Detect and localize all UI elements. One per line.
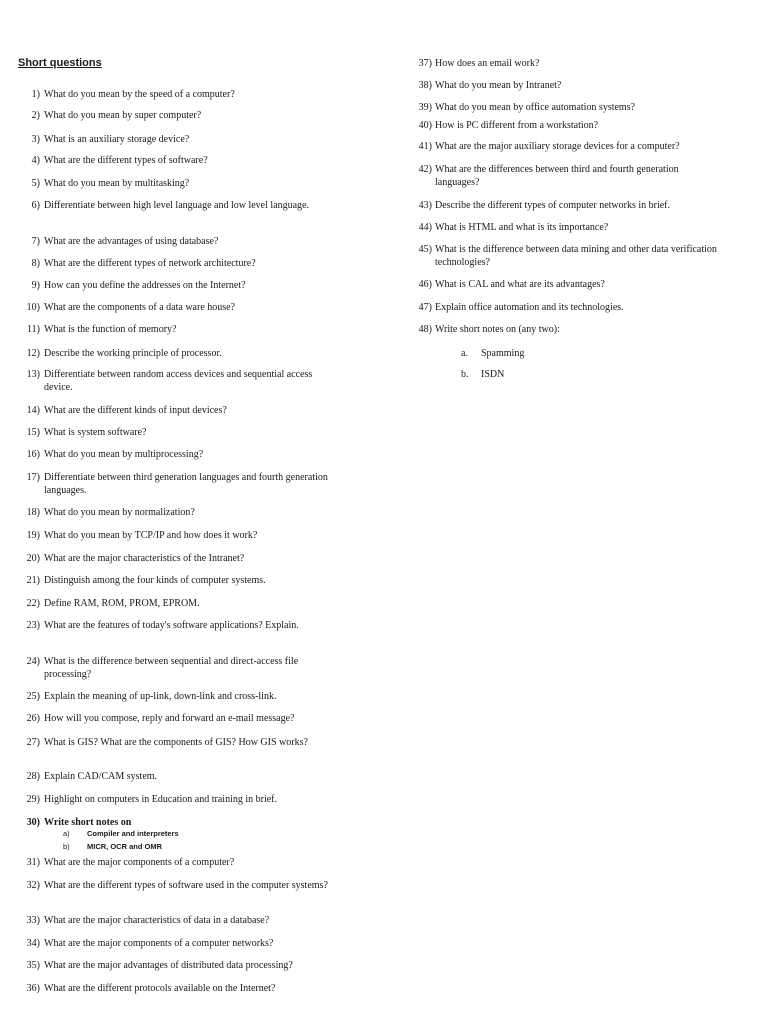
- sub-item-label: b): [63, 842, 70, 851]
- question-number: 18): [26, 507, 40, 518]
- sub-item-text: ISDN: [481, 369, 505, 380]
- question-text: What are the different types of software used in the computer systems?: [44, 880, 328, 891]
- question-number: 39): [418, 102, 432, 113]
- question-text: How can you define the addresses on the Internet?: [44, 280, 246, 291]
- question-number: 20): [26, 553, 40, 564]
- question-text: What is CAL and what are its advantages?: [435, 279, 605, 290]
- question-number: 14): [26, 405, 40, 416]
- question-number: 7): [31, 236, 40, 247]
- question-text: What do you mean by multiprocessing?: [44, 449, 204, 460]
- question-text: What do you mean by multitasking?: [44, 178, 190, 189]
- question-number: 22): [26, 598, 40, 609]
- sub-item-text: Compiler and interpreters: [87, 829, 179, 838]
- question-number: 12): [26, 348, 40, 359]
- question-number: 44): [418, 222, 432, 233]
- question-text: What do you mean by office automation systems?: [435, 102, 636, 113]
- question-number: 36): [26, 983, 40, 994]
- question-text: What are the different types of network architecture?: [44, 258, 256, 269]
- question-text: Explain office automation and its technologies.: [435, 302, 624, 313]
- question-text: What do you mean by normalization?: [44, 507, 195, 518]
- question-text: What are the different protocols available on the Internet?: [44, 983, 276, 994]
- question-text: What are the major advantages of distributed data processing?: [44, 960, 293, 971]
- question-text: What is system software?: [44, 427, 147, 438]
- question-number: 31): [26, 857, 40, 868]
- question-text: Write short notes on: [44, 817, 132, 828]
- question-number: 25): [26, 691, 40, 702]
- sub-item-text: MICR, OCR and OMR: [87, 842, 162, 851]
- question-number: 47): [418, 302, 432, 313]
- question-number: 41): [418, 141, 432, 152]
- question-number: 13): [26, 369, 40, 380]
- question-number: 34): [26, 938, 40, 949]
- question-number: 33): [26, 915, 40, 926]
- question-number: 21): [26, 575, 40, 586]
- question-number: 26): [26, 713, 40, 724]
- question-number: 1): [31, 89, 40, 100]
- question-text: What do you mean by TCP/IP and how does it work?: [44, 530, 258, 541]
- question-number: 11): [27, 324, 40, 335]
- question-text: Differentiate between high level language and low level language.: [44, 200, 309, 211]
- question-number: 45): [418, 244, 432, 255]
- question-text: What is the difference between data mining and other data verification technologies?: [435, 244, 717, 268]
- question-text: What is the function of memory?: [44, 324, 177, 335]
- question-number: 10): [26, 302, 40, 313]
- sub-item-label: b.: [461, 369, 469, 380]
- question-text: Distinguish among the four kinds of computer systems.: [44, 575, 266, 586]
- question-number: 3): [31, 134, 40, 145]
- question-number: 46): [418, 279, 432, 290]
- question-number: 43): [418, 200, 432, 211]
- question-text: What are the advantages of using database?: [44, 236, 219, 247]
- question-text: Explain the meaning of up-link, down-link and cross-link.: [44, 691, 277, 702]
- question-number: 28): [26, 771, 40, 782]
- question-text: What is an auxiliary storage device?: [44, 134, 190, 145]
- question-number: 17): [26, 472, 40, 483]
- sub-item-label: a.: [461, 348, 468, 359]
- question-text: How will you compose, reply and forward an e-mail message?: [44, 713, 295, 724]
- question-text: What are the major auxiliary storage devices for a computer?: [435, 141, 680, 152]
- question-text: What do you mean by Intranet?: [435, 80, 562, 91]
- question-text: What are the major components of a computer networks?: [44, 938, 274, 949]
- question-text: What are the features of today's software applications? Explain.: [44, 620, 299, 631]
- question-number: 35): [26, 960, 40, 971]
- question-text: Describe the working principle of processor.: [44, 348, 222, 359]
- question-text: What are the major characteristics of data in a database?: [44, 915, 270, 926]
- question-number: 5): [31, 178, 40, 189]
- question-text: What is HTML and what is its importance?: [435, 222, 609, 233]
- question-text: Define RAM, ROM, PROM, EPROM.: [44, 598, 200, 609]
- question-number: 6): [31, 200, 40, 211]
- question-text: Differentiate between random access devices and sequential access device.: [44, 369, 313, 393]
- question-number: 37): [418, 58, 432, 69]
- question-text: What are the different types of software?: [44, 155, 208, 166]
- question-number: 48): [418, 324, 432, 335]
- question-number: 9): [31, 280, 40, 291]
- question-text: What are the differences between third and fourth generation languages?: [435, 164, 679, 188]
- question-number: 4): [31, 155, 40, 166]
- question-number: 40): [418, 120, 432, 131]
- question-number: 29): [26, 794, 40, 805]
- question-number: 8): [31, 258, 40, 269]
- question-number: 19): [26, 530, 40, 541]
- question-number: 38): [418, 80, 432, 91]
- question-text: What are the major characteristics of the Intranet?: [44, 553, 245, 564]
- question-text: Describe the different types of computer networks in brief.: [435, 200, 671, 211]
- question-text: What do you mean by super computer?: [44, 110, 202, 121]
- question-number: 32): [26, 880, 40, 891]
- question-text: What is GIS? What are the components of GIS? How GIS works?: [44, 737, 308, 748]
- page-heading: Short questions: [18, 57, 102, 69]
- question-text: How is PC different from a workstation?: [435, 120, 599, 131]
- question-text: What are the major components of a computer?: [44, 857, 235, 868]
- sub-item-text: Spamming: [481, 348, 525, 359]
- question-text: What is the difference between sequential and direct-access file processing?: [44, 656, 299, 680]
- question-text: Highlight on computers in Education and training in brief.: [44, 794, 278, 805]
- question-text: Differentiate between third generation languages and fourth generation languages.: [44, 472, 328, 496]
- question-number: 24): [26, 656, 40, 667]
- question-number: 27): [26, 737, 40, 748]
- question-text: What do you mean by the speed of a computer?: [44, 89, 235, 100]
- question-text: How does an email work?: [435, 58, 540, 69]
- question-number: 16): [26, 449, 40, 460]
- question-number: 42): [418, 164, 432, 175]
- question-text: Write short notes on (any two):: [435, 324, 560, 335]
- question-number: 2): [31, 110, 40, 121]
- question-number: 15): [26, 427, 40, 438]
- sub-item-label: a): [63, 829, 70, 838]
- question-number: 30): [26, 817, 40, 828]
- question-text: Explain CAD/CAM system.: [44, 771, 158, 782]
- question-text: What are the different kinds of input devices?: [44, 405, 227, 416]
- question-text: What are the components of a data ware house?: [44, 302, 236, 313]
- question-number: 23): [26, 620, 40, 631]
